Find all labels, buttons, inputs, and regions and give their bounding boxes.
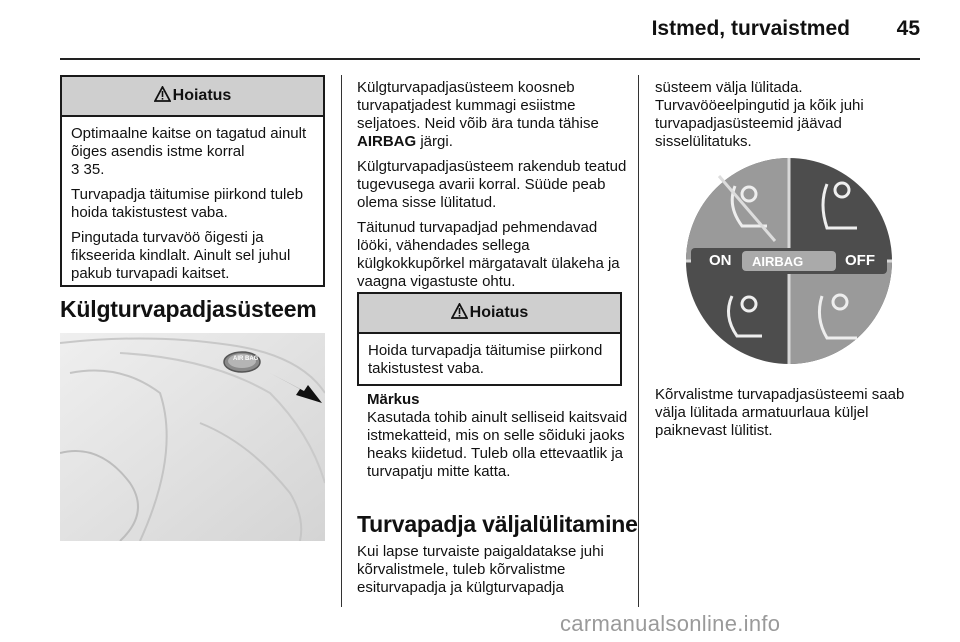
side-airbag-desc-a: Külgturvapadjasüsteem koosneb turvapatjadest kummagi esiistme seljatoes. Neid võib ära tunda tähise — [357, 79, 599, 132]
note-title: Märkus — [367, 391, 420, 408]
warning-1-text-3: Pingutada turvavöö õigesti ja fikseerida kindlalt. Ainult sel juhul pakub turvapadi kaitset. — [71, 229, 291, 282]
warning-1-text-1: Optimaalne kaitse on tagatud ainult õiges asendis istme korral — [71, 125, 307, 160]
column-3-text: süsteem välja lülitada. Turvavööeelpingutid ja kõik juhi turvapadjasüsteemid jäävad sisselülitatuks. — [655, 79, 864, 150]
note-block — [367, 391, 629, 481]
watermark: carmanualsonline.info — [560, 611, 781, 636]
warning-1-text-2: Turvapadja täitumise piirkond tuleb hoida takistustest vaba. — [71, 186, 304, 221]
airbag-marking: AIRBAG — [357, 133, 417, 150]
header-rule — [60, 58, 920, 60]
column-2-text — [357, 79, 629, 298]
warning-box-2-body — [359, 334, 620, 386]
disc-on-label: ON — [709, 252, 732, 269]
warning-box-2 — [357, 292, 622, 386]
warning-triangle-icon — [451, 303, 468, 324]
warning-box-2-title: Hoiatus — [469, 304, 529, 321]
warning-box-2-header — [359, 294, 620, 334]
deactivation-intro-text: Kui lapse turvaiste paigaldatakse juhi kõrvalistmele, tuleb kõrvalistme esiturvapadja ja külgturvapadja — [357, 543, 604, 596]
warning-2-text: Hoida turvapadja täitumise piirkond takistustest vaba. — [368, 342, 603, 377]
warning-box-1-header — [62, 77, 323, 117]
side-airbag-effect-text: Täitunud turvapadjad pehmendavad lööki, vähendades sellega külgkokkupõrkel märgatavalt ülakeha ja vaagna vigastuste ohtu. — [357, 219, 620, 290]
column-divider-1 — [341, 75, 342, 607]
disc-airbag-label: AIRBAG — [752, 254, 804, 269]
page-number: 45 — [896, 17, 920, 40]
disc-off-label: OFF — [845, 252, 875, 269]
airbag-label-text: AIR BAG — [233, 356, 259, 362]
disc-caption: Kõrvalistme turvapadjasüsteemi saab välja lülitada armatuurlaua küljel paiknevast lülitist. — [655, 386, 905, 439]
page-reference: 3 35. — [71, 161, 105, 178]
warning-triangle-icon — [154, 86, 171, 107]
section-heading-side-airbag: Külgturvapadjasüsteem — [60, 296, 317, 322]
column-divider-2 — [638, 75, 639, 607]
running-header-title: Istmed, turvaistmed — [651, 17, 850, 40]
airbag-on-off-disc-illustration — [657, 156, 921, 366]
warning-box-1-body — [62, 117, 323, 291]
section-heading-airbag-deactivation: Turvapadja väljalülitamine — [357, 511, 638, 537]
side-airbag-desc-b: järgi. — [420, 133, 453, 150]
note-text: Kasutada tohib ainult selliseid kaitsvaid istmekatteid, mis on selle sõiduki jaoks heaks kiidetud. Tuleb olla ettevaatlik ja turvapatju mitte katta. — [367, 409, 628, 480]
warning-box-1-title: Hoiatus — [172, 87, 232, 104]
side-airbag-deploy-text: Külgturvapadjasüsteem rakendub teatud tugevusega avarii korral. Süüde peab olema sisse lülitatud. — [357, 158, 627, 211]
warning-box-1 — [60, 75, 325, 287]
seat-airbag-label-illustration — [60, 333, 325, 541]
